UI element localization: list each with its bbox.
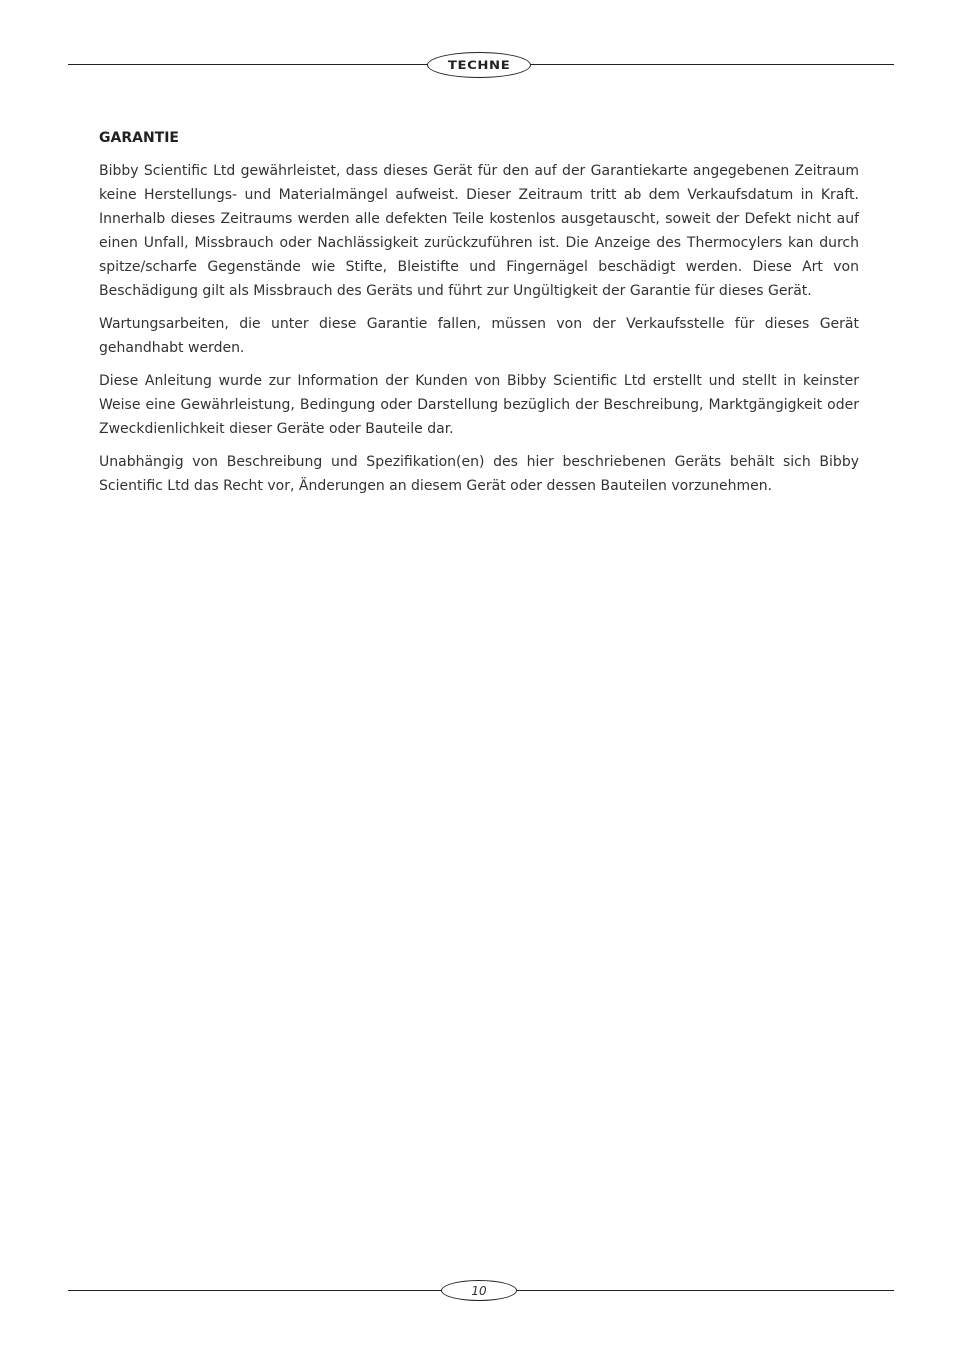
disclaimer-paragraph: Diese Anleitung wurde zur Information der Kunden von Bibby Scientific Ltd erstellt und stellt in keinster Weise eine Gewährleistung, Bedingung oder Darstellung bezüglich der Beschreibung, Marktgängigkeit oder Zweckdienlichkeit dieser Geräte oder Bauteile dar. <box>99 373 859 437</box>
changes-paragraph: Unabhängig von Beschreibung und Spezifikation(en) des hier beschriebenen Geräts behält sich Bibby Scientific Ltd das Recht vor, Änderungen an diesem Gerät oder dessen Bauteilen vorzunehmen. <box>99 454 859 494</box>
techne-logo <box>427 52 531 78</box>
warranty-paragraph: Bibby Scientific Ltd gewährleistet, dass dieses Gerät für den auf der Garantiekarte angegebenen Zeitraum keine Herstellungs- und Materialmängel aufweist. Dieser Zeitraum tritt ab dem Verkaufsdatum in Kraft. Innerhalb dieses Zeitraums werden alle defekten Teile kostenlos ausgetauscht, soweit der Defekt nicht auf einen Unfall, Missbrauch oder Nachlässigkeit zurückzuführen ist. Die Anzeige des Thermocylers kan durch spitze/scharfe Gegenstände wie Stifte, Bleistifte und Fingernägel beschädigt werden. Diese Art von Beschädigung gilt als Missbrauch des Geräts und führt zur Ungültigkeit der Garantie für dieses Gerät. <box>99 163 859 299</box>
service-paragraph: Wartungsarbeiten, die unter diese Garantie fallen, müssen von der Verkaufsstelle für dieses Gerät gehandhabt werden. <box>99 316 859 356</box>
page-number: 10 <box>441 1280 517 1301</box>
logo-text: TECHNE <box>447 58 511 72</box>
section-heading: GARANTIE <box>99 130 179 146</box>
warranty-section <box>99 127 859 507</box>
